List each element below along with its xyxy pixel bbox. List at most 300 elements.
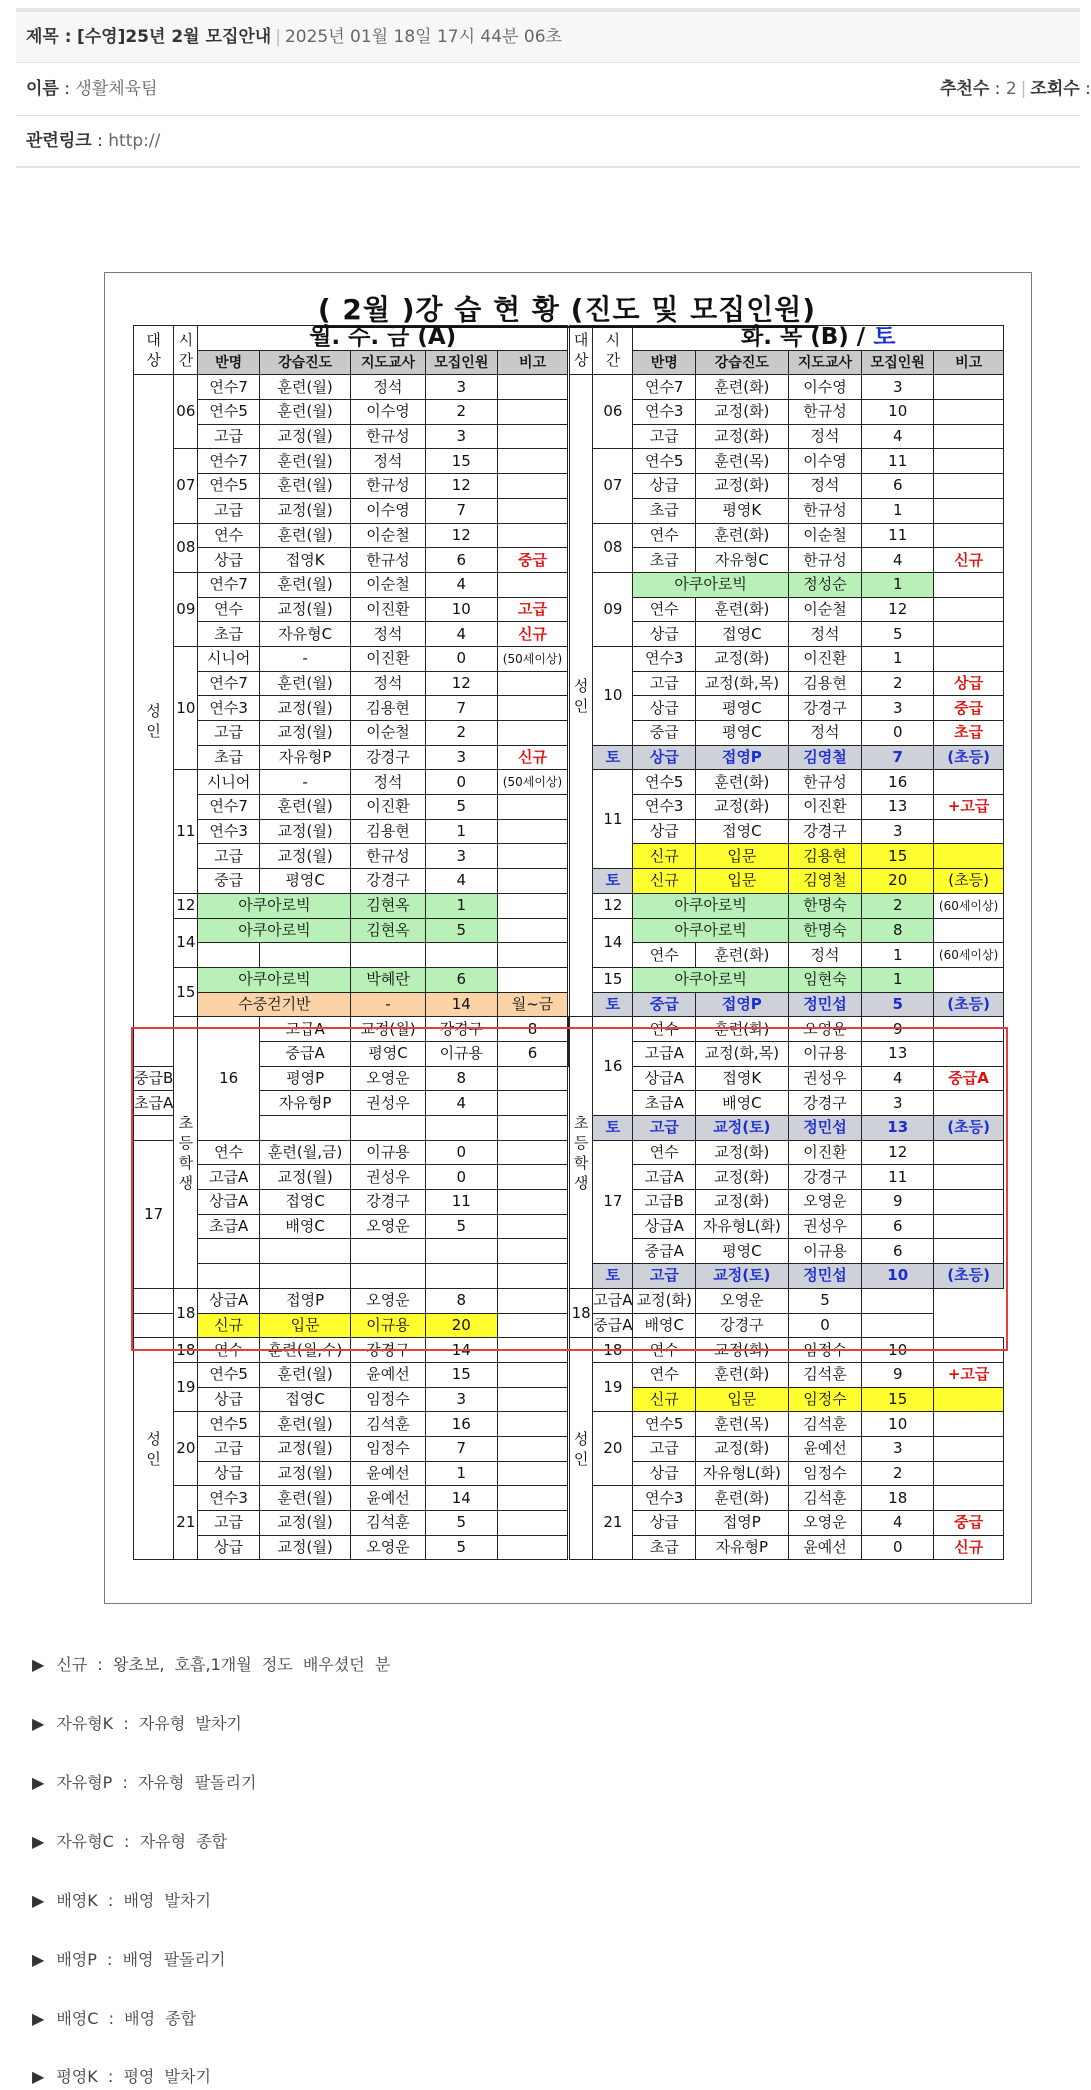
table-cell: 08 [593, 523, 633, 572]
table-cell [497, 795, 567, 820]
table-row [570, 1436, 1004, 1461]
table-row [570, 770, 1004, 795]
table-cell: 아쿠아로빅 [198, 918, 351, 943]
table-cell: 4 [425, 1091, 497, 1116]
triangle-icon: ▶ [32, 1655, 45, 1674]
table-cell: 상급A [633, 1066, 695, 1091]
legend-item: ▶ 평영K : 평영 발차기 [32, 2067, 211, 2086]
table-cell: 중급A [259, 1041, 351, 1066]
table-cell: 아쿠아로빅 [198, 967, 351, 992]
table-cell: 고급 [633, 1264, 695, 1289]
table-cell: 신규 [497, 622, 567, 647]
table-row [570, 869, 1004, 894]
table-cell: 1 [862, 967, 934, 992]
table-cell: 권성우 [788, 1066, 862, 1091]
table-cell: 이규용 [351, 1313, 425, 1338]
table-cell: 신규 [633, 1387, 695, 1412]
table-cell: 훈련(월) [259, 400, 351, 425]
table-cell: 신규 [633, 869, 695, 894]
table-cell: 지도교사 [788, 350, 862, 375]
table-cell: 대 상 [134, 326, 174, 375]
table-cell [425, 1116, 497, 1141]
table-row [134, 498, 569, 523]
related-link[interactable]: http:// [108, 131, 161, 151]
table-cell [497, 721, 567, 746]
table-cell: 이규용 [788, 1239, 862, 1264]
table-cell: 9 [862, 1017, 934, 1042]
table-cell: 한규성 [351, 424, 425, 449]
table-cell: 중급B [134, 1066, 174, 1091]
post-subject: [수영]25년 2월 모집안내 [76, 27, 272, 47]
table-cell: 고급 [198, 498, 259, 523]
table-cell: 5 [862, 622, 934, 647]
table-cell: 강경구 [695, 1313, 788, 1338]
triangle-icon: ▶ [32, 1714, 45, 1733]
table-cell: 06 [174, 375, 198, 449]
table-cell [934, 1486, 1004, 1511]
table-row [570, 1338, 1004, 1363]
table-row [570, 918, 1004, 943]
table-cell: 강경구 [425, 1017, 497, 1042]
table-cell: 이규용 [788, 1041, 862, 1066]
table-cell: 신규 [934, 548, 1004, 573]
table-cell: 연수3 [633, 400, 695, 425]
table-cell [497, 819, 567, 844]
table-cell: 한규성 [788, 498, 862, 523]
table-row [570, 671, 1004, 696]
table-cell: 11 [174, 770, 198, 893]
table-cell: 교정(화) [695, 646, 788, 671]
table-cell: 비고 [934, 350, 1004, 375]
table-cell: 강습진도 [259, 350, 351, 375]
table-cell: 연수 [633, 943, 695, 968]
table-row [134, 1511, 569, 1536]
table-cell: 7 [425, 498, 497, 523]
table-cell [259, 1264, 351, 1289]
table-cell: 강경구 [788, 819, 862, 844]
table-cell [497, 696, 567, 721]
table-row [134, 1338, 569, 1363]
table-cell: 교정(화) [695, 1165, 788, 1190]
table-cell: 교정(월) [259, 844, 351, 869]
table-cell: 임정수 [351, 1387, 425, 1412]
table-cell: 상급A [198, 1288, 259, 1313]
table-cell: 권성우 [351, 1165, 425, 1190]
table-cell: 9 [862, 1362, 934, 1387]
table-cell: 3 [425, 424, 497, 449]
table-cell: 연수 [633, 523, 695, 548]
table-cell: 14 [425, 992, 497, 1017]
table-row [570, 498, 1004, 523]
table-cell: 오영운 [788, 1017, 862, 1042]
table-cell: 강경구 [351, 1338, 425, 1363]
table-cell: 고급A [198, 1165, 259, 1190]
table-cell: 고급 [633, 424, 695, 449]
table-cell: 13 [862, 1041, 934, 1066]
table-cell: 훈련(월) [259, 671, 351, 696]
table-cell: 훈련(화) [695, 943, 788, 968]
table-cell: (초등) [934, 1264, 1004, 1289]
table-cell: 입문 [695, 869, 788, 894]
table-row [134, 400, 569, 425]
table-cell: 한명숙 [788, 893, 862, 918]
table-cell: 윤예선 [788, 1535, 862, 1560]
table-cell: 15 [593, 967, 633, 992]
table-cell [134, 1116, 174, 1141]
table-cell: 고급 [633, 1116, 695, 1141]
table-cell [198, 943, 259, 968]
table-cell: 초 등 학 생 [174, 1017, 198, 1289]
table-cell: 한규성 [351, 844, 425, 869]
table-cell: 훈련(월) [259, 1412, 351, 1437]
table-cell: 1 [862, 572, 934, 597]
table-cell: 오영운 [788, 1190, 862, 1215]
table-cell: 4 [862, 424, 934, 449]
table-cell: 김영철 [788, 869, 862, 894]
table-cell: 16 [862, 770, 934, 795]
table-cell: 정석 [788, 721, 862, 746]
table-cell [497, 1214, 567, 1239]
table-cell: 이진환 [788, 1140, 862, 1165]
table-cell: 접영C [259, 1190, 351, 1215]
table-row [134, 1264, 569, 1289]
table-cell [134, 1313, 174, 1338]
table-cell: 이수영 [788, 375, 862, 400]
table-cell [497, 967, 567, 992]
table-cell [497, 1486, 567, 1511]
table-row [570, 523, 1004, 548]
table-cell: 훈련(목) [695, 449, 788, 474]
table-cell: 연수7 [198, 671, 259, 696]
table-cell: 1 [425, 893, 497, 918]
table-cell: (60세이상) [934, 943, 1004, 968]
table-cell: 상급 [633, 745, 695, 770]
table-cell: 4 [862, 1511, 934, 1536]
table-cell [934, 646, 1004, 671]
table-row [570, 326, 1004, 351]
table-cell: 12 [425, 671, 497, 696]
table-cell: 시니어 [198, 770, 259, 795]
table-cell: 오영운 [351, 1288, 425, 1313]
table-cell: 상급 [633, 622, 695, 647]
table-cell: 교정(월) [259, 1165, 351, 1190]
table-row [570, 967, 1004, 992]
triangle-icon: ▶ [32, 1891, 45, 1910]
table-row [134, 474, 569, 499]
table-cell: 11 [862, 1165, 934, 1190]
triangle-icon: ▶ [32, 1950, 45, 1969]
table-cell: 6 [862, 1214, 934, 1239]
table-cell: 초급A [198, 1214, 259, 1239]
table-cell: (초등) [934, 869, 1004, 894]
table-row [134, 572, 569, 597]
table-cell: 연수5 [633, 1412, 695, 1437]
table-cell [934, 967, 1004, 992]
table-cell: 김용현 [788, 671, 862, 696]
table-row [134, 671, 569, 696]
triangle-icon: ▶ [32, 1832, 45, 1851]
table-cell: 대 상 [570, 326, 593, 375]
table-cell: 윤예선 [351, 1362, 425, 1387]
table-cell [934, 400, 1004, 425]
table-cell: 교정(화) [695, 1436, 788, 1461]
table-cell [497, 1066, 567, 1091]
table-cell [497, 1511, 567, 1536]
table-cell: 윤예선 [351, 1461, 425, 1486]
table-cell [497, 1165, 567, 1190]
table-cell: 3 [425, 375, 497, 400]
table-cell [134, 1288, 174, 1313]
table-cell: 중급 [633, 721, 695, 746]
table-row [570, 548, 1004, 573]
author-label: 이름 [26, 79, 59, 99]
table-cell: 5 [425, 1511, 497, 1536]
table-cell: 접영C [259, 1387, 351, 1412]
table-cell: 훈련(목) [695, 1412, 788, 1437]
table-cell: 자유형P [259, 1091, 351, 1116]
link-label: 관련링크 [26, 131, 92, 151]
recommend-count: 2 [1005, 79, 1017, 99]
table-cell: 초급 [633, 548, 695, 573]
table-cell: 연수5 [198, 400, 259, 425]
table-cell: 김용현 [351, 819, 425, 844]
table-cell: 9 [862, 1190, 934, 1215]
table-cell: 아쿠아로빅 [633, 572, 788, 597]
table-row [570, 1190, 1004, 1215]
table-cell: 접영C [695, 819, 788, 844]
table-cell [497, 671, 567, 696]
table-cell: 연수 [198, 523, 259, 548]
table-cell: 정석 [351, 449, 425, 474]
table-cell [934, 498, 1004, 523]
table-cell: 2 [862, 671, 934, 696]
table-cell: 김석훈 [351, 1511, 425, 1536]
table-cell [425, 1264, 497, 1289]
table-row [570, 449, 1004, 474]
table-cell: 윤예선 [351, 1486, 425, 1511]
table-cell: 토 [593, 992, 633, 1017]
table-cell: 15 [862, 844, 934, 869]
table-cell: 중급A [934, 1066, 1004, 1091]
table-cell: 상급 [633, 1461, 695, 1486]
table-cell: 고급B [633, 1190, 695, 1215]
table-cell: 교정(화) [695, 400, 788, 425]
table-cell: 한규성 [788, 400, 862, 425]
table-cell: 김석훈 [788, 1362, 862, 1387]
table-cell: 연수3 [633, 795, 695, 820]
table-cell: - [259, 646, 351, 671]
table-cell [497, 1264, 567, 1289]
table-cell: 8 [425, 1288, 497, 1313]
post-author-row: 이름 : 생활체육팀 추천수 : 2 | 조회수 : [16, 63, 1080, 116]
table-cell: 고급 [497, 597, 567, 622]
table-row [570, 1313, 1004, 1338]
table-cell [497, 893, 567, 918]
table-row [570, 1288, 1004, 1313]
table-cell: 12 [593, 893, 633, 918]
table-cell: 상급 [633, 474, 695, 499]
table-cell: 정석 [788, 424, 862, 449]
table-cell: 연수7 [198, 449, 259, 474]
table-cell: 연수 [633, 1017, 695, 1042]
table-row [134, 1190, 569, 1215]
post-link-row: 관련링크 : http:// [16, 116, 1080, 168]
table-cell: 정석 [788, 474, 862, 499]
table-cell: 훈련(월,금) [259, 1140, 351, 1165]
table-cell: 자유형P [259, 745, 351, 770]
table-cell: 8 [862, 918, 934, 943]
table-cell: 임정수 [788, 1338, 862, 1363]
table-row [570, 1362, 1004, 1387]
table-row [134, 597, 569, 622]
table-cell: 오영운 [351, 1214, 425, 1239]
legend-item: ▶ 자유형K : 자유형 발차기 [32, 1714, 242, 1733]
table-row [134, 770, 569, 795]
table-cell [497, 1190, 567, 1215]
table-cell: 12 [174, 893, 198, 918]
table-row [134, 1461, 569, 1486]
table-cell: 자유형L(화) [695, 1214, 788, 1239]
table-cell [497, 844, 567, 869]
table-cell: 3 [862, 819, 934, 844]
table-cell [934, 1338, 1004, 1363]
table-cell [934, 1091, 1004, 1116]
table-cell [934, 597, 1004, 622]
table-cell [934, 1190, 1004, 1215]
table-cell: 강경구 [788, 1165, 862, 1190]
table-cell [862, 1313, 934, 1338]
table-cell: 교정(화,목) [695, 1041, 788, 1066]
table-cell: 고급 [633, 671, 695, 696]
table-cell: 이진환 [351, 795, 425, 820]
subject-label: 제목 : [26, 27, 72, 47]
table-cell: 이진환 [351, 597, 425, 622]
table-cell: 교정(월) [259, 498, 351, 523]
table-cell: 임정수 [351, 1436, 425, 1461]
table-cell: 정성순 [788, 572, 862, 597]
table-cell: (60세이상) [934, 893, 1004, 918]
table-row [134, 548, 569, 573]
table-cell: 훈련(월) [259, 795, 351, 820]
table-cell: 상급 [633, 1511, 695, 1536]
table-cell: 접영P [695, 1511, 788, 1536]
table-cell: 접영P [259, 1288, 351, 1313]
table-cell: 성 인 [570, 375, 593, 1017]
table-cell: 14 [425, 1338, 497, 1363]
table-row [134, 375, 569, 400]
table-row [134, 1436, 569, 1461]
table-cell: 초급 [633, 1535, 695, 1560]
table-cell: 4 [425, 622, 497, 647]
table-cell [425, 1239, 497, 1264]
table-cell: 초급A [633, 1091, 695, 1116]
table-cell: 연수 [633, 1140, 695, 1165]
table-cell: 11 [593, 770, 633, 869]
table-cell: 이진환 [788, 795, 862, 820]
table-cell: 연수 [198, 1338, 259, 1363]
table-cell: 고급 [633, 1436, 695, 1461]
table-cell [934, 1041, 1004, 1066]
table-row [134, 449, 569, 474]
table-cell: 아쿠아로빅 [633, 893, 788, 918]
table-cell: 17 [134, 1140, 174, 1288]
table-row [134, 523, 569, 548]
table-cell: 교정(월) [259, 696, 351, 721]
table-cell [497, 375, 567, 400]
table-cell: 초급 [198, 622, 259, 647]
table-cell: 반명 [633, 350, 695, 375]
table-row [134, 1387, 569, 1412]
table-cell: +고급 [934, 795, 1004, 820]
table-cell: 한규성 [351, 474, 425, 499]
table-cell [198, 1239, 259, 1264]
table-cell [497, 1436, 567, 1461]
table-cell: 강경구 [788, 696, 862, 721]
table-cell: 정석 [788, 622, 862, 647]
legend-item: ▶ 신규 : 왕초보, 호흡,1개월 정도 배우셨던 분 [32, 1655, 391, 1674]
table-row [570, 1140, 1004, 1165]
table-cell [934, 844, 1004, 869]
table-cell: 초 등 학 생 [570, 1017, 593, 1289]
table-cell: 고급A [593, 1288, 633, 1313]
table-cell: 배영C [633, 1313, 695, 1338]
post-author: 생활체육팀 [75, 79, 158, 99]
table-cell [497, 474, 567, 499]
table-cell: 자유형C [259, 622, 351, 647]
post-subject-row: 제목 : [수영]25년 2월 모집안내 | 2025년 01월 18일 17시 44분 06초 [16, 12, 1080, 63]
table-cell: 18 [570, 1288, 593, 1337]
table-cell: 13 [862, 795, 934, 820]
table-cell: 정석 [351, 622, 425, 647]
table-cell: 중급A [593, 1313, 633, 1338]
table-cell: 권성우 [788, 1214, 862, 1239]
table-cell [934, 449, 1004, 474]
table-cell: 강경구 [788, 1091, 862, 1116]
table-cell: 접영P [695, 745, 788, 770]
table-cell: 이수영 [351, 400, 425, 425]
table-row [570, 1486, 1004, 1511]
table-cell [497, 1461, 567, 1486]
table-cell: 정민섭 [788, 1264, 862, 1289]
table-cell [497, 1313, 567, 1338]
table-cell: 20 [862, 869, 934, 894]
table-row [570, 795, 1004, 820]
table-row [134, 1486, 569, 1511]
table-cell: 4 [425, 869, 497, 894]
schedule-title: ( 2월 )강 습 현 황 (진도 및 모집인원) [317, 293, 817, 326]
table-cell: 10 [425, 597, 497, 622]
table-cell: 수중걷기반 [198, 992, 351, 1017]
table-cell: 07 [593, 449, 633, 523]
table-row [570, 1041, 1004, 1066]
table-cell: 연수5 [198, 1412, 259, 1437]
table-cell: 교정(화) [695, 1140, 788, 1165]
table-cell [497, 918, 567, 943]
table-cell: 15 [862, 1387, 934, 1412]
table-row [134, 967, 569, 992]
table-cell: 11 [862, 449, 934, 474]
table-cell: 접영C [695, 622, 788, 647]
table-cell [497, 400, 567, 425]
table-cell [934, 770, 1004, 795]
table-cell [497, 1412, 567, 1437]
table-cell: 이진환 [351, 646, 425, 671]
table-cell: 중급 [198, 869, 259, 894]
table-row [570, 1387, 1004, 1412]
table-cell: 교정(화) [695, 424, 788, 449]
table-cell: 교정(화,목) [695, 671, 788, 696]
table-cell [934, 622, 1004, 647]
